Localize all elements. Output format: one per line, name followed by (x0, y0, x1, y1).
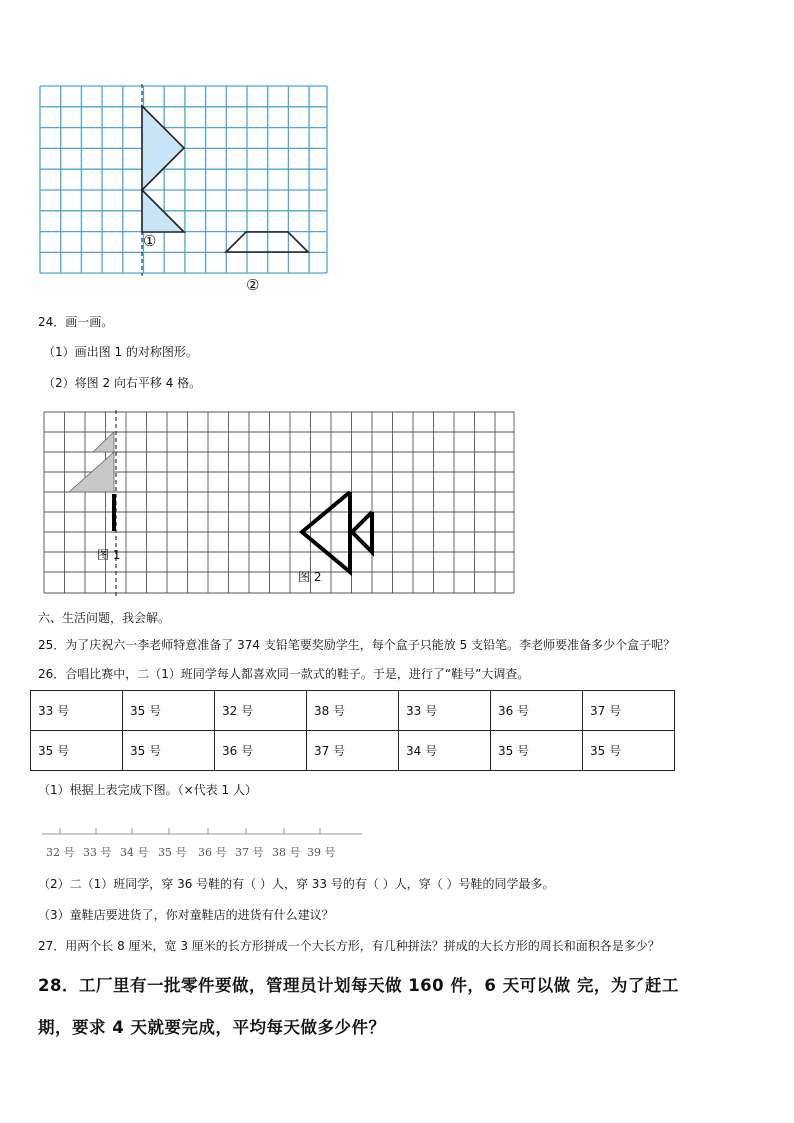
q27-text: 27．用两个长 8 厘米，宽 3 厘米的长方形拼成一个大长方形，有几种拼法？拼成的大长方形的周长和面积各是多少？ (38, 939, 660, 953)
axis-label: 34 号 (120, 846, 149, 859)
fig2-label: 图 2 (298, 570, 322, 584)
top-grid-figure (38, 84, 330, 276)
axis-label: 38 号 (272, 846, 301, 859)
q25-text: 25．为了庆祝六一李老师特意准备了 374 支铅笔要奖励学生，每个盒子只能放 5 支铅笔。李老师要准备多少个盒子呢？ (38, 638, 676, 652)
fig1-label: 图 1 (97, 548, 121, 562)
q26-sub2: （2）二（1）班同学，穿 36 号鞋的有（ ）人，穿 33 号的有（ ）人，穿（ ）号鞋的同学最多。 (38, 877, 555, 891)
number-line-ticks (60, 828, 320, 834)
shape-2-label: ② (246, 276, 260, 294)
axis-label: 39 号 (307, 846, 336, 859)
table-cell: 35 号 (491, 731, 583, 771)
table-cell: 33 号 (31, 691, 123, 731)
q24-sub1: （1）画出图 1 的对称图形。 (43, 345, 198, 359)
table-cell: 38 号 (307, 691, 399, 731)
table-cell: 34 号 (399, 731, 491, 771)
table-row (31, 731, 675, 771)
shape-1-label: ① (143, 232, 157, 250)
table-cell: 35 号 (123, 691, 215, 731)
shoe-size-table (30, 690, 675, 771)
table-cell: 35 号 (583, 731, 675, 771)
table-cell: 37 号 (583, 691, 675, 731)
axis-label: 33 号 (83, 846, 112, 859)
table-cell: 32 号 (215, 691, 307, 731)
section6-title: 六、生活问题，我会解。 (38, 611, 171, 625)
q26-intro: 26．合唱比赛中，二（1）班同学每人都喜欢同一款式的鞋子。于是，进行了“鞋号”大调查。 (38, 667, 530, 681)
axis-label: 35 号 (158, 846, 187, 859)
q26-sub3: （3）童鞋店要进货了，你对童鞋店的进货有什么建议？ (38, 908, 334, 922)
q26-sub1: （1）根据上表完成下图。（×代表 1 人） (38, 783, 257, 797)
q24-grid-figure (42, 410, 518, 596)
table-cell: 35 号 (123, 731, 215, 771)
q28-line2: 期，要求 4 天就要完成，平均每天做多少件？ (38, 1018, 386, 1037)
table-cell: 37 号 (307, 731, 399, 771)
table-cell: 33 号 (399, 691, 491, 731)
table-row (31, 691, 675, 731)
axis-label: 36 号 (198, 846, 227, 859)
axis-label: 32 号 (46, 846, 75, 859)
axis-label: 37 号 (235, 846, 264, 859)
shoe-size-number-line (40, 824, 366, 838)
table-cell: 36 号 (491, 691, 583, 731)
q28-line1: 28．工厂里有一批零件要做，管理员计划每天做 160 件，6 天可以做 完，为了赶工 (38, 976, 679, 995)
shape-2-trapezoid (226, 232, 308, 252)
q24-title: 24．画一画。 (38, 315, 114, 329)
blue-grid-lines (40, 86, 327, 273)
fig1-shaded-shape (69, 432, 114, 492)
q24-sub2: （2）将图 2 向右平移 4 格。 (43, 376, 202, 390)
table-cell: 35 号 (31, 731, 123, 771)
table-cell: 36 号 (215, 731, 307, 771)
